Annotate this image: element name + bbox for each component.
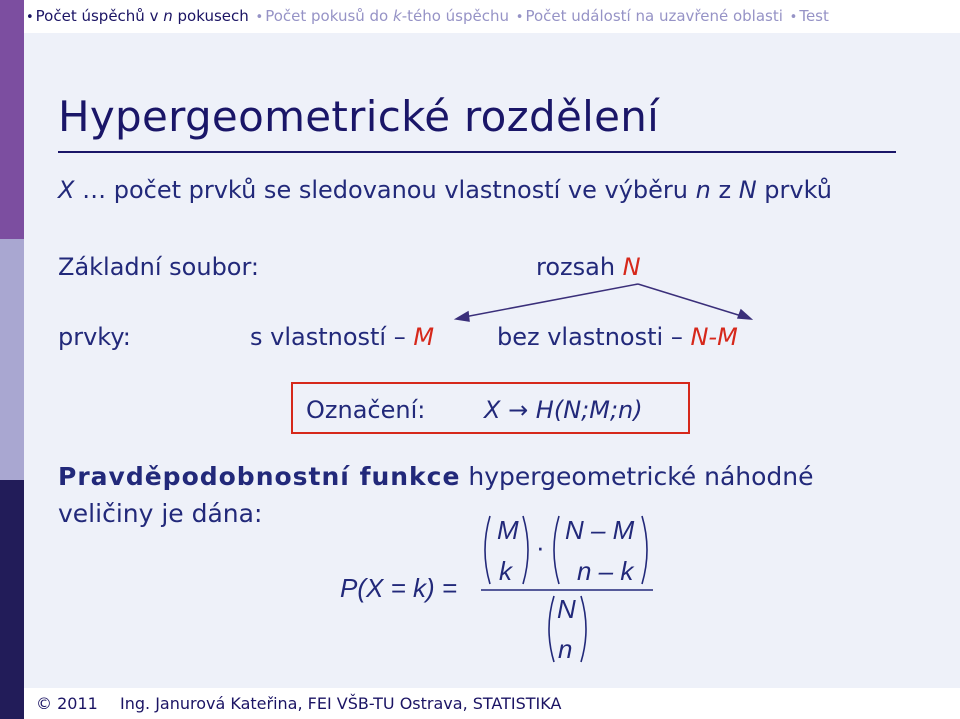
population-range [536,253,641,281]
nav-label: -tého úspěchu [401,7,510,25]
definition-line [58,176,832,204]
definition-text: … počet prvků se sledovanou vlastností ve výběru [74,176,696,204]
binom1-top: M [497,515,519,545]
nav-label: Test [799,7,829,25]
sidebar-band-purple [0,0,24,239]
with-text: s vlastností [250,323,394,351]
title-underline [58,151,896,153]
var-n: n [695,176,711,204]
pmf-heading-rest: hypergeometrické náhodné [460,462,814,491]
notation-label: Označení: [306,396,426,424]
nav-var: k [393,7,402,25]
nav-label: Počet pokusů do [265,7,394,25]
nav-label: pokusech [172,7,249,25]
sidebar-decoration [0,0,24,719]
nav-label: Počet úspěchů v [35,7,164,25]
footer-year: © 2011 [36,694,98,713]
without-var: N-M [690,323,738,351]
formula-lhs: P(X = k) = [340,573,458,603]
footer-author: Ing. Janurová Kateřina, FEI VŠB-TU Ostrava, STATISTIKA [120,694,562,713]
without-property [497,323,738,351]
without-text: bez vlastnosti [497,323,671,351]
with-property [250,323,434,351]
var-N: N [738,176,757,204]
nav-label: Počet událostí na uzavřené oblasti [525,7,783,25]
pmf-heading [58,462,814,491]
binom3-bottom: n [558,634,573,664]
nav-item-events-in-region[interactable]: • Počet událostí na uzavřené oblasti [515,7,783,25]
slide-title: Hypergeometrické rozdělení [58,92,660,141]
sidebar-band-navy [0,480,24,719]
elements-label: prvky: [58,323,131,351]
footer [24,688,960,719]
range-var: N [622,253,641,281]
binom-dot: · [536,532,545,562]
var-x: X [58,176,75,204]
pmf-heading-bold: Pravděpodobnostní funkce [58,462,461,491]
binom2-top: N – M [565,515,635,545]
range-text: rozsah [536,253,623,281]
binom3-top: N [557,594,576,624]
without-dash: – [670,323,683,351]
nav-item-trials-to-kth-success[interactable]: • Počet pokusů do k-tého úspěchu [255,7,510,25]
with-dash: – [393,323,406,351]
binom1-bottom: k [499,556,512,586]
notation-formula: X → H(N;M;n) [484,396,643,424]
with-var: M [413,323,435,351]
top-navigation [24,0,960,33]
definition-text: z [710,176,739,204]
nav-item-test[interactable]: • Test [789,7,829,25]
binom2-bottom: n – k [577,556,634,586]
nav-var: n [163,7,173,25]
sidebar-band-lavender [0,239,24,480]
population-label: Základní soubor: [58,253,260,281]
definition-text: prvků [756,176,832,204]
pmf-heading-line2: veličiny je dána: [58,499,263,528]
nav-item-successes-in-trials[interactable]: • Počet úspěchů v n pokusech [26,7,249,25]
